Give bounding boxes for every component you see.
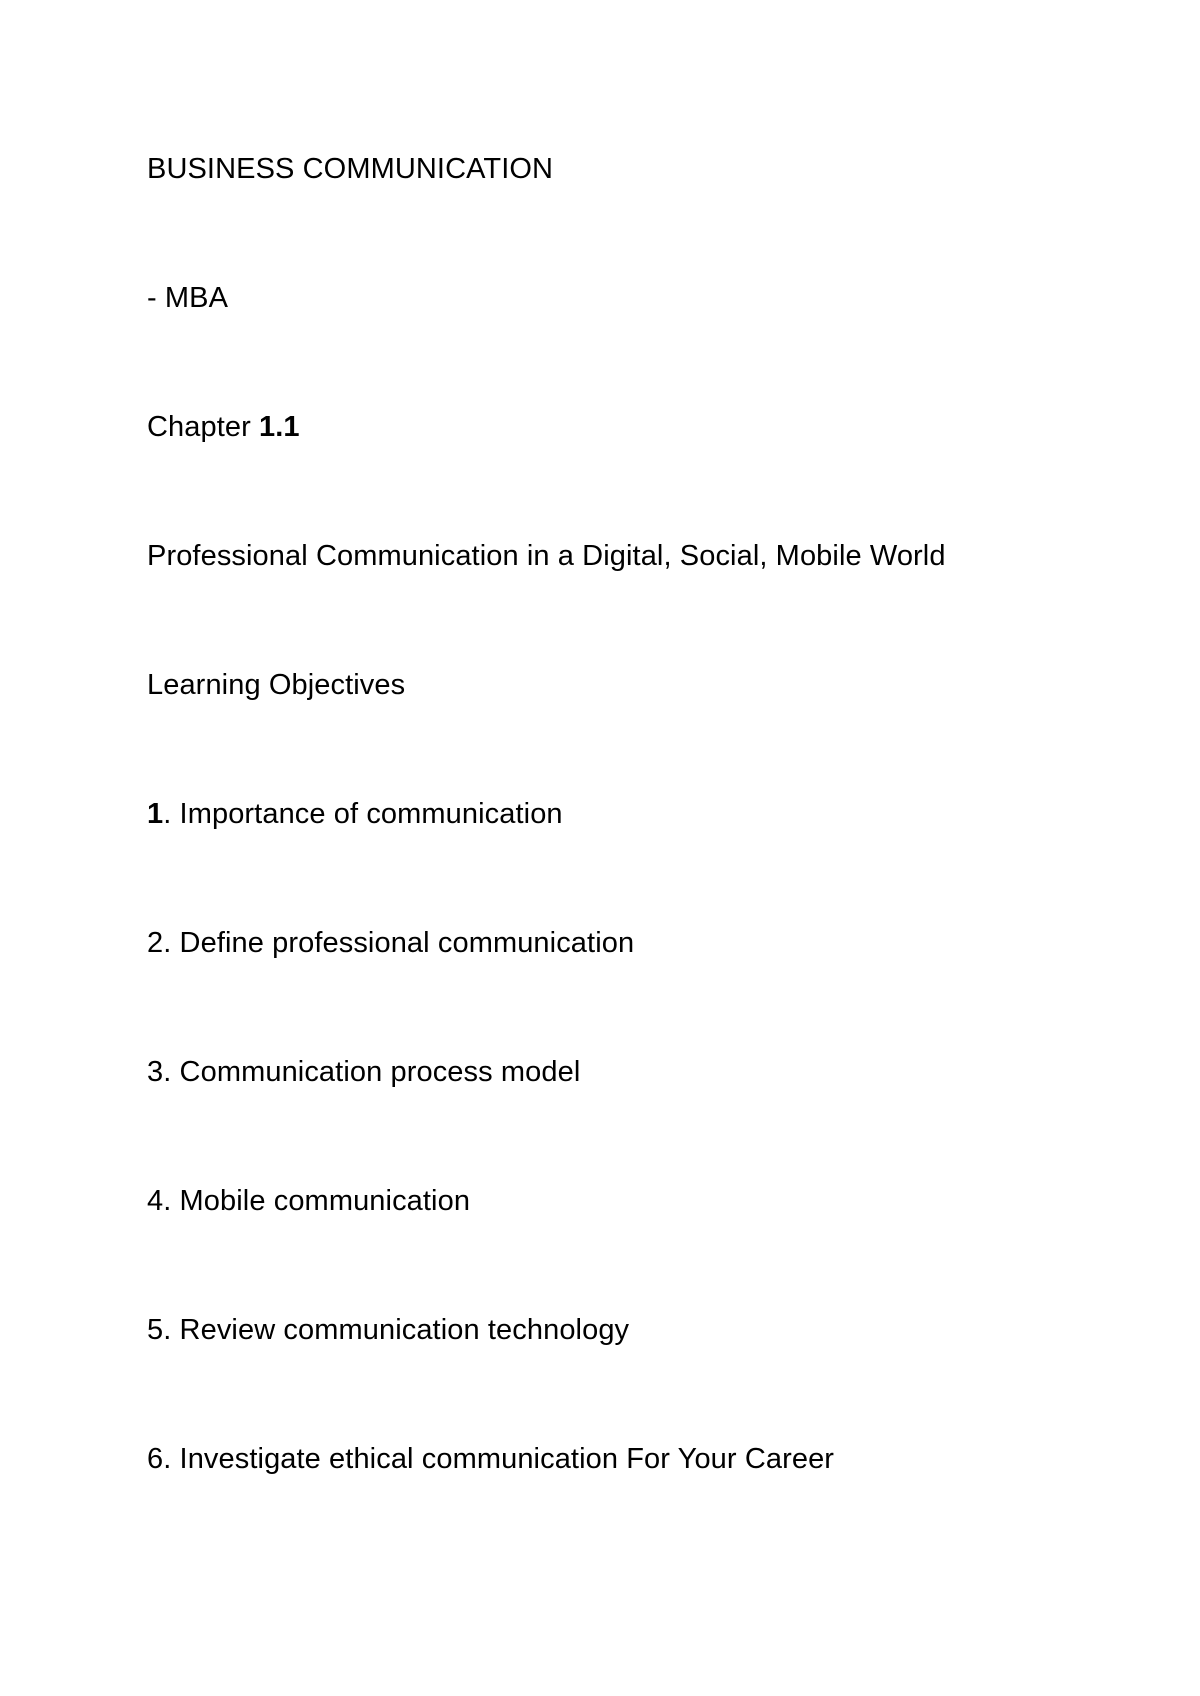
chapter-label: Chapter — [147, 411, 260, 443]
chapter-heading — [147, 409, 300, 445]
objective-item — [147, 1441, 834, 1477]
objective-text: . Communication process model — [163, 1056, 581, 1088]
objective-text: . Mobile communication — [163, 1185, 471, 1217]
objectives-heading: Learning Objectives — [147, 669, 406, 701]
program-label: - MBA — [147, 282, 229, 314]
objective-text: . Review communication technology — [163, 1314, 630, 1346]
objective-number: 1 — [147, 798, 164, 830]
objective-item — [147, 925, 634, 961]
objective-item — [147, 1183, 470, 1219]
objective-number: 4 — [147, 1185, 164, 1217]
objective-item — [147, 796, 563, 832]
objective-text: . Investigate ethical communication For Your Career — [163, 1443, 835, 1475]
objective-text: . Define professional communication — [163, 927, 635, 959]
chapter-title: Professional Communication in a Digital, Social, Mobile World — [147, 540, 946, 572]
objective-number: 2 — [147, 927, 164, 959]
objective-number: 3 — [147, 1056, 164, 1088]
objective-item — [147, 1312, 629, 1348]
objective-number: 5 — [147, 1314, 164, 1346]
course-title: BUSINESS COMMUNICATION — [147, 153, 554, 185]
objective-text: . Importance of communication — [163, 798, 563, 830]
objective-item — [147, 1054, 580, 1090]
chapter-number: 1.1 — [259, 411, 300, 443]
objective-number: 6 — [147, 1443, 164, 1475]
